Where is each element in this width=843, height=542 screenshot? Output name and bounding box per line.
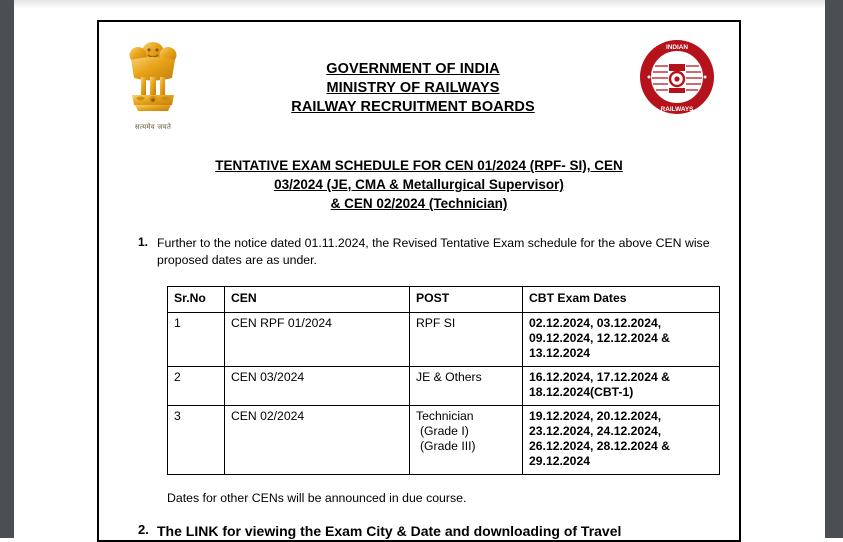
cell-post <box>410 406 523 475</box>
title-line-2: MINISTRY OF RAILWAYS <box>326 80 500 96</box>
list-item-2 <box>121 522 717 540</box>
table-header-row <box>168 287 720 313</box>
list-item-1-text: Further to the notice dated 01.11.2024, the Revised Tentative Exam schedule for the above CEN wise proposed dates are as under. <box>157 236 710 267</box>
title-line-1: GOVERNMENT OF INDIA <box>326 61 500 77</box>
subtitle-line-1: TENTATIVE EXAM SCHEDULE FOR CEN 01/2024 (RPF- SI), CEN <box>215 158 623 173</box>
document-header <box>121 22 717 144</box>
list-item-1-number: 1. <box>138 235 149 249</box>
cell-cen: CEN 03/2024 <box>225 367 410 406</box>
emblem-motto: सत्यमेव जयते <box>134 123 172 131</box>
table-row <box>168 406 720 475</box>
viewer-left-panel <box>0 0 14 538</box>
list-item-1 <box>121 235 717 268</box>
indian-railways-logo <box>638 38 716 116</box>
document-subtitle <box>141 156 697 213</box>
table-row <box>168 313 720 367</box>
column-header-sr-no: Sr.No <box>168 287 225 313</box>
cell-sr-no: 1 <box>168 313 225 367</box>
column-header-cbt-exam-dates: CBT Exam Dates <box>523 287 720 313</box>
page-title <box>191 60 635 117</box>
document-page <box>97 20 741 542</box>
svg-text:RAILWAYS: RAILWAYS <box>660 106 694 113</box>
viewer-top-bar <box>14 0 825 9</box>
cell-sr-no: 2 <box>168 367 225 406</box>
cell-cen: CEN 02/2024 <box>225 406 410 475</box>
subtitle-line-3: & CEN 02/2024 (Technician) <box>330 196 508 211</box>
cell-post-main: RPF SI <box>416 316 456 330</box>
cell-exam-dates: 02.12.2024, 03.12.2024, 09.12.2024, 12.12.2024 & 13.12.2024 <box>523 313 720 367</box>
column-header-cen: CEN <box>225 287 410 313</box>
viewer-right-panel <box>825 0 843 538</box>
title-line-3: RAILWAY RECRUITMENT BOARDS <box>291 99 535 115</box>
cell-post-grade-1: (Grade I) <box>420 424 469 438</box>
list-item-2-text: The LINK for viewing the Exam City & Date and downloading of Travel <box>157 523 622 539</box>
table-footnote: Dates for other CENs will be announced in due course. <box>167 491 467 505</box>
cell-exam-dates: 16.12.2024, 17.12.2024 & 18.12.2024(CBT-1) <box>523 367 720 406</box>
cell-cen: CEN RPF 01/2024 <box>225 313 410 367</box>
cell-post <box>410 313 523 367</box>
cell-sr-no: 3 <box>168 406 225 475</box>
list-item-2-number: 2. <box>138 522 149 537</box>
cell-exam-dates: 19.12.2024, 20.12.2024, 23.12.2024, 24.12.2024, 26.12.2024, 28.12.2024 & 29.12.2024 <box>523 406 720 475</box>
ashoka-pillar-emblem <box>122 36 184 132</box>
cell-post-main: JE & Others <box>416 370 482 384</box>
svg-text:INDIAN: INDIAN <box>665 44 689 51</box>
exam-schedule-table-container <box>121 286 717 475</box>
exam-schedule-table <box>167 286 720 475</box>
table-row <box>168 367 720 406</box>
cell-post-grade-3: (Grade III) <box>420 439 476 453</box>
subtitle-line-2: 03/2024 (JE, CMA & Metallurgical Supervisor) <box>274 177 564 192</box>
column-header-post: POST <box>410 287 523 313</box>
cell-post <box>410 367 523 406</box>
cell-post-main: Technician <box>416 409 474 423</box>
